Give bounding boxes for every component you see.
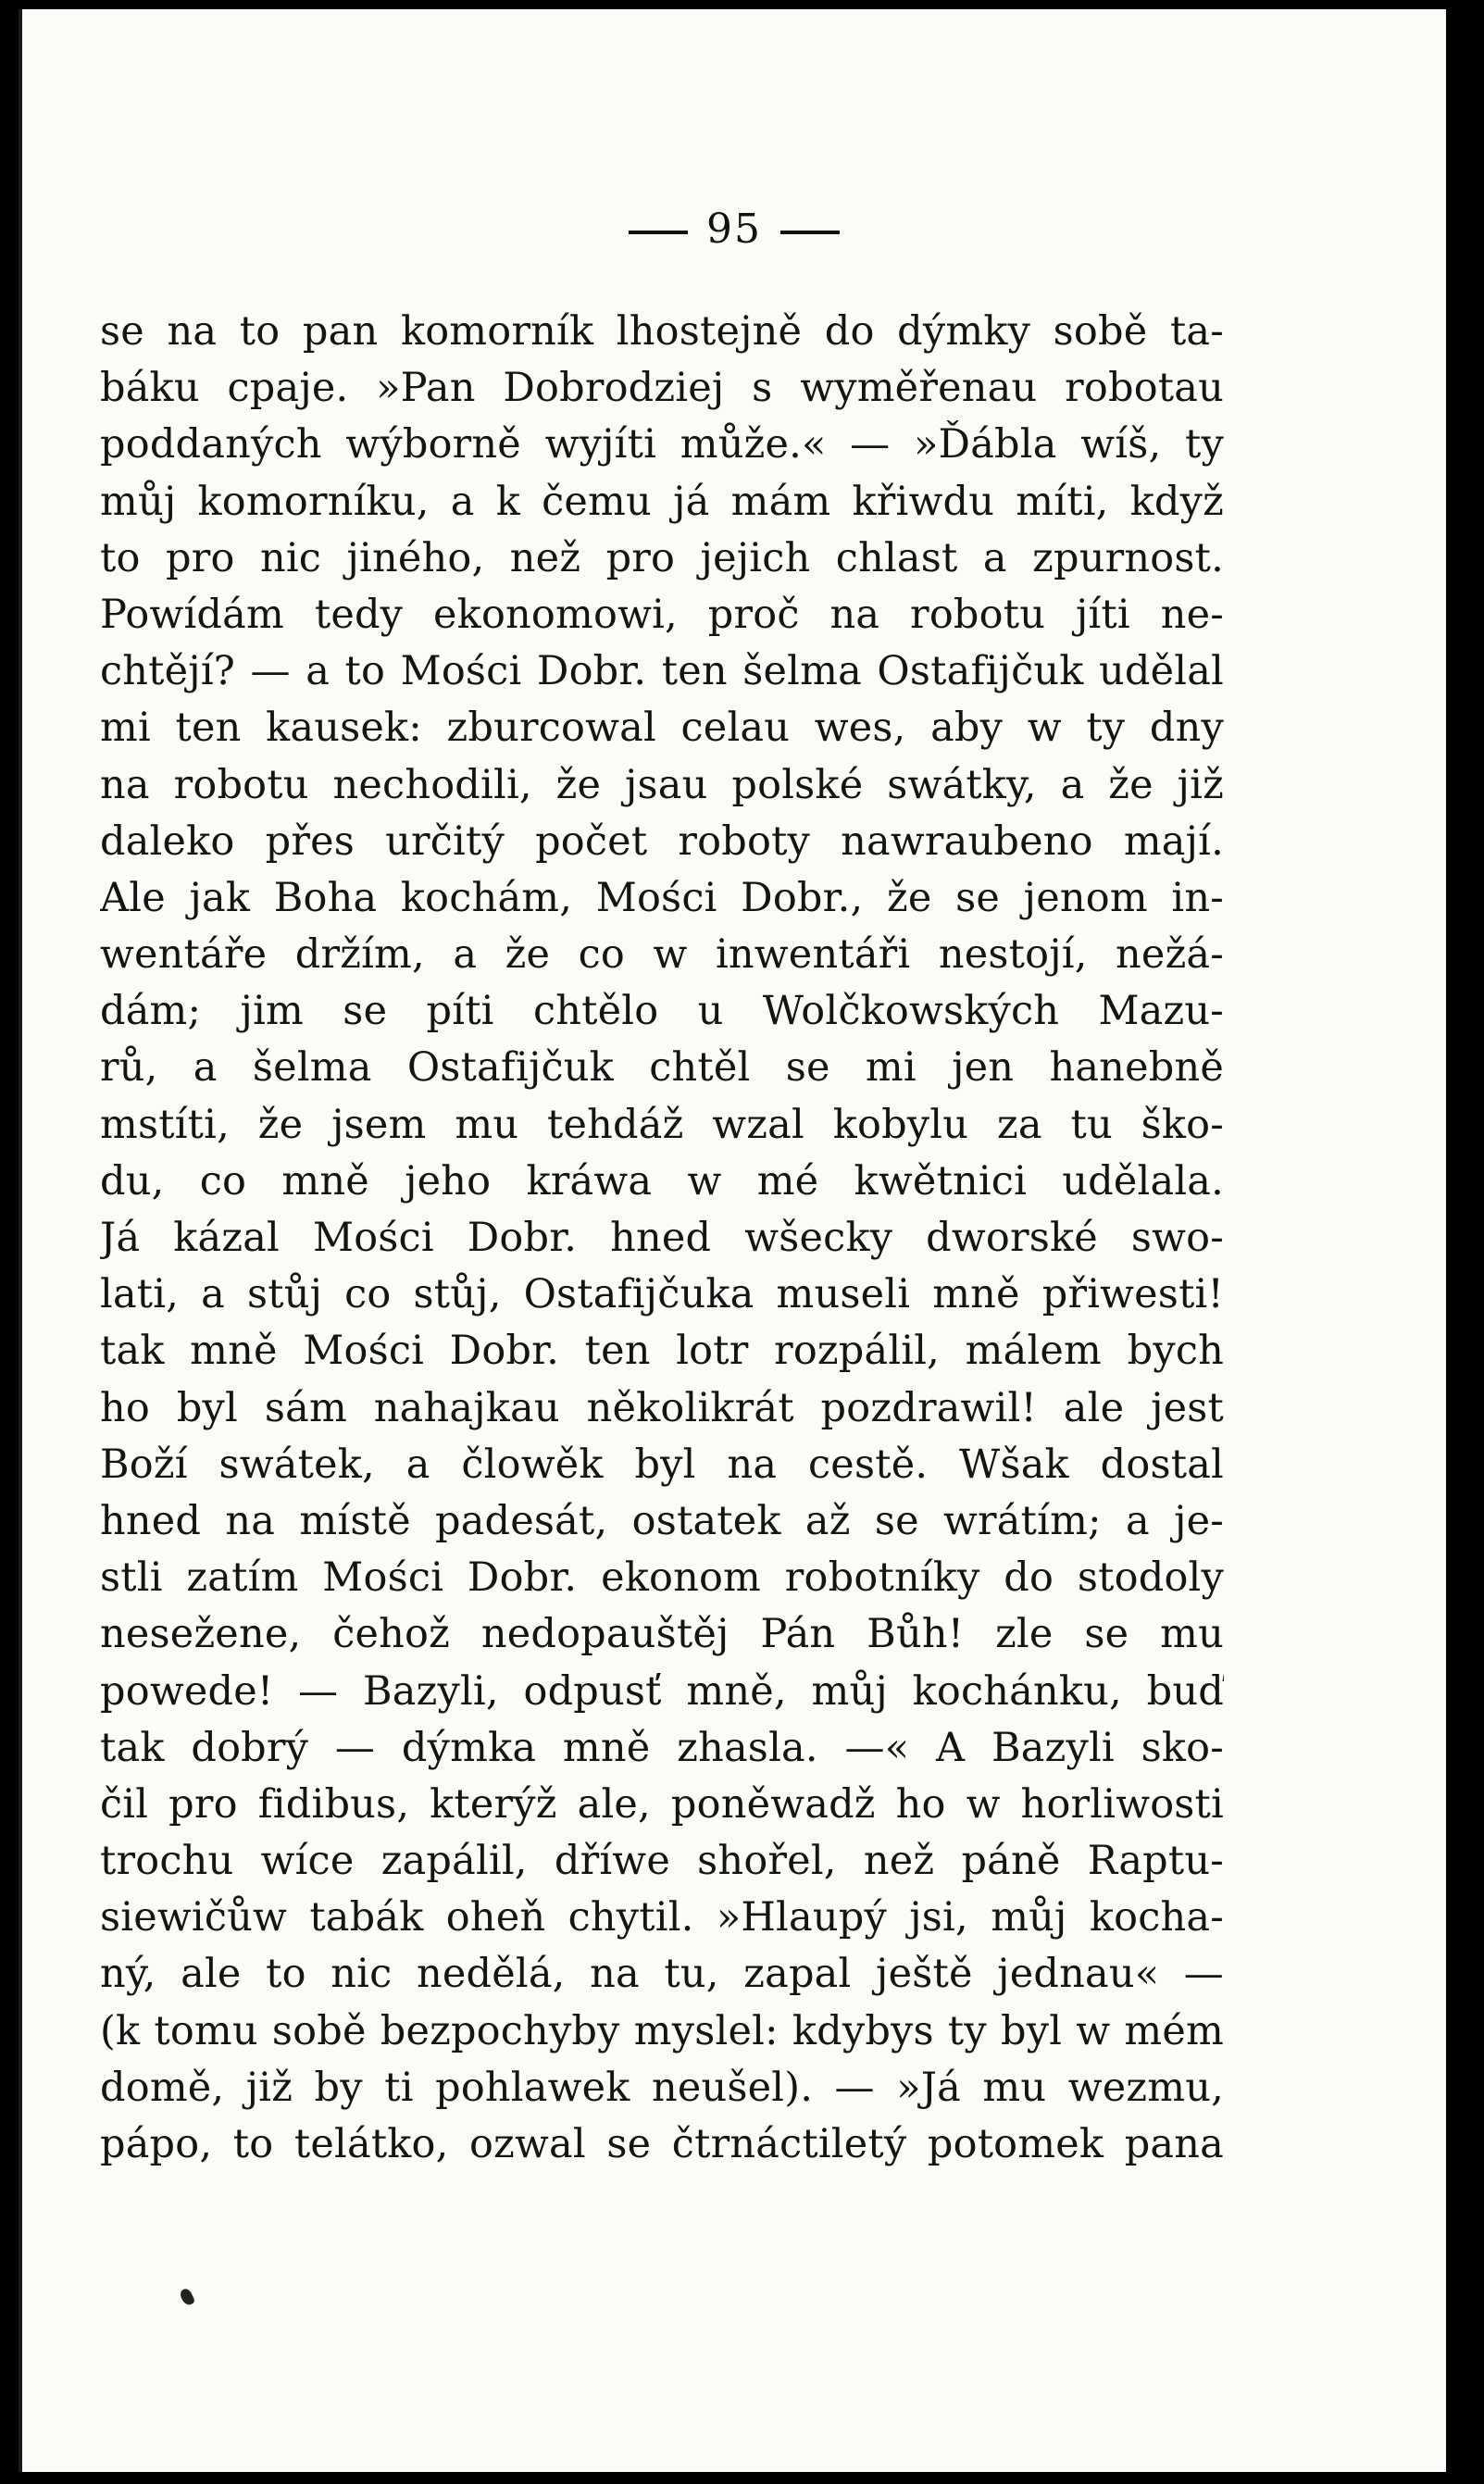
- text-line: na robotu nechodili, že jsau polské swátky, a že již: [100, 761, 1224, 808]
- text-line: chtějí? — a to Mości Dobr. ten šelma Ostafijčuk udělal: [100, 648, 1224, 695]
- text-line: daleko přes určitý počet roboty nawraubeno mají.: [100, 818, 1224, 865]
- text-line: ho byl sám nahajkau několikrát pozdrawil! ale jest: [100, 1384, 1224, 1431]
- text-line: nesežene, čehož nedopauštěj Pán Bůh! zle se mu: [100, 1611, 1224, 1658]
- text-line: Boží swátek, a člowěk byl na cestě. Wšak dostal: [100, 1441, 1224, 1488]
- text-line: čil pro fidibus, kterýž ale, poněwadž ho w horliwosti: [100, 1780, 1224, 1828]
- page-number-dash-left: [629, 231, 688, 234]
- text-line: siewičůw tabák oheň chytil. »Hlaupý jsi, můj kocha-: [100, 1894, 1224, 1941]
- text-line: se na to pan komorník lhostejně do dýmky sobě ta-: [100, 308, 1224, 355]
- text-line: domě, již by ti pohlawek neušel). — »Já mu wezmu,: [100, 2064, 1224, 2111]
- text-line: du, co mně jeho kráwa w mé kwětnici udělala.: [100, 1157, 1224, 1205]
- text-line: trochu wíce zapálil, dříwe shořel, než páně Raptu-: [100, 1838, 1224, 1885]
- text-line: mi ten kausek: zburcowal celau wes, aby w ty dny: [100, 705, 1224, 752]
- text-line: wentáře držím, a že co w inwentáři nestojí, nežá-: [100, 931, 1224, 979]
- text-line: to pro nic jiného, než pro jejich chlast a zpurnost.: [100, 534, 1224, 581]
- text-line: mstíti, že jsem mu tehdáž wzal kobylu za tu ško-: [100, 1101, 1224, 1148]
- text-line: Já kázal Mości Dobr. hned wšecky dworské swo-: [100, 1215, 1224, 1261]
- text-line: Ale jak Boha kochám, Mości Dobr., že se jenom in-: [100, 874, 1224, 921]
- text-line: rů, a šelma Ostafijčuk chtěl se mi jen hanebně: [100, 1044, 1224, 1092]
- text-line: pápo, to telátko, ozwal se čtrnáctiletý potomek pana: [100, 2121, 1224, 2167]
- text-line: Powídám tedy ekonomowi, proč na robotu jíti ne-: [100, 591, 1224, 638]
- text-line: dám; jim se píti chtělo u Wolčkowských Mazu-: [100, 988, 1224, 1035]
- text-line: tak dobrý — dýmka mně zhasla. —« A Bazyli sko-: [100, 1724, 1224, 1771]
- book-page: [19, 9, 1446, 2472]
- text-line: můj komorníku, a k čemu já mám křiwdu míti, když: [100, 478, 1224, 525]
- ink-spot: [179, 2287, 195, 2306]
- page-number-dash-right: [780, 231, 840, 234]
- page-number-value: 95: [706, 206, 762, 253]
- text-line: tak mně Mości Dobr. ten lotr rozpálil, málem bych: [100, 1328, 1224, 1375]
- page-number: [22, 206, 1446, 253]
- text-line: hned na místě padesát, ostatek až se wrátím; a je-: [100, 1497, 1224, 1544]
- text-line: báku cpaje. »Pan Dobrodziej s wyměřenau robotau: [100, 365, 1224, 412]
- text-line: ný, ale to nic nedělá, na tu, zapal ještě jednau« —: [100, 1951, 1224, 1998]
- text-line: powede! — Bazyli, odpusť mně, můj kochánku, buď: [100, 1667, 1224, 1715]
- body-text: [100, 304, 1224, 2173]
- text-line: stli zatím Mości Dobr. ekonom robotníky do stodoly: [100, 1554, 1224, 1602]
- text-line: poddaných wýborně wyjíti může.« — »Ďábla wíš, ty: [100, 421, 1224, 468]
- text-line: lati, a stůj co stůj, Ostafijčuka museli mně přiwesti!: [100, 1271, 1224, 1318]
- text-line: (k tomu sobě bezpochyby myslel: kdybys ty byl w mém: [100, 2007, 1224, 2054]
